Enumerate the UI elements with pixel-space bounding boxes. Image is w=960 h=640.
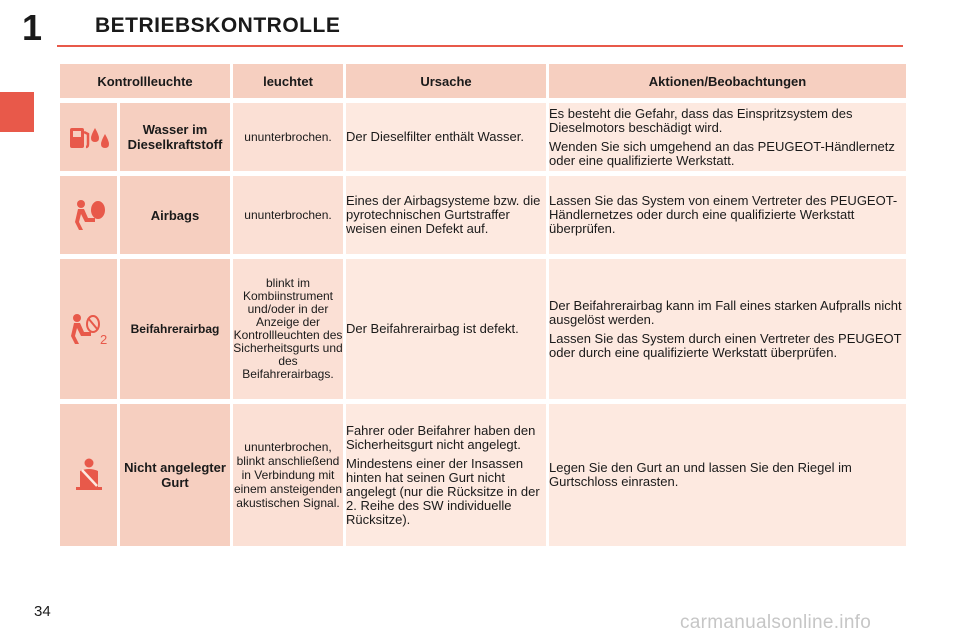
airbag-icon — [60, 176, 117, 254]
column-header-kontrollleuchte: Kontrollleuchte — [60, 64, 230, 98]
row-label: Beifahrerairbag — [120, 259, 230, 399]
title-rule — [57, 45, 903, 47]
column-header-aktionen: Aktionen/Beobachtungen — [549, 64, 906, 98]
row-cause — [346, 103, 546, 171]
row-actions — [549, 404, 906, 546]
row-state: ununterbrochen, blinkt anschließend in Verbindung mit einem ansteigenden akustischen Signal. — [233, 404, 343, 546]
row-cause — [346, 259, 546, 399]
table-row — [60, 176, 906, 254]
cause-text: Mindestens einer der Insassen hinten hat seinen Gurt nicht angelegt (nur die Rücksitze in der 2. Reihe des SW individuelle Rücksitze). — [346, 455, 540, 527]
action-text: Wenden Sie sich umgehend an das PEUGEOT-Händlernetz oder eine qualifizierte Werkstatt. — [549, 138, 895, 168]
row-state: ununterbrochen. — [233, 176, 343, 254]
action-text: Der Beifahrerairbag kann im Fall eines starken Aufpralls nicht ausgelöst werden. — [549, 297, 902, 327]
row-state: blinkt im Kombiinstrument und/oder in der Anzeige der Kontrollleuchten des Sicherheitsgurts und des Beifahrerairbags. — [233, 259, 343, 399]
chapter-side-tab — [0, 92, 34, 132]
action-text: Es besteht die Gefahr, dass das Einspritzsystem des Dieselmotors beschädigt wird. — [549, 105, 853, 135]
seatbelt-icon — [60, 404, 117, 546]
action-text: Lassen Sie das System durch einen Vertreter des PEUGEOT oder durch eine qualifizierte Werkstatt überprüfen. — [549, 330, 902, 360]
table-row — [60, 103, 906, 171]
chapter-title: BETRIEBSKONTROLLE — [95, 14, 341, 37]
watermark: carmanualsonline.info — [680, 612, 872, 633]
row-state: ununterbrochen. — [233, 103, 343, 171]
cause-text: Der Dieselfilter enthält Wasser. — [346, 129, 524, 144]
row-actions — [549, 259, 906, 399]
table-row — [60, 259, 906, 399]
cause-text: Der Beifahrerairbag ist defekt. — [346, 321, 519, 336]
action-text: Lassen Sie das System von einem Vertreter des PEUGEOT-Händlernetzes oder durch eine qualifizierte Werkstatt überprüfen. — [549, 193, 898, 236]
page-number: 34 — [34, 603, 51, 620]
column-header-ursache: Ursache — [346, 64, 546, 98]
cause-text: Fahrer oder Beifahrer haben den Sicherheitsgurt nicht angelegt. — [346, 422, 536, 452]
cause-text: Eines der Airbagsysteme bzw. die pyrotechnischen Gurtstraffer weisen einen Defekt auf. — [346, 193, 541, 236]
row-label: Nicht angelegter Gurt — [120, 404, 230, 546]
passenger-airbag-off-icon — [60, 259, 117, 399]
row-label: Airbags — [120, 176, 230, 254]
action-text: Legen Sie den Gurt an und lassen Sie den Riegel im Gurtschloss einrasten. — [549, 460, 852, 489]
fuel-water-icon — [60, 103, 117, 171]
table-row — [60, 404, 906, 546]
svg-text:2: 2 — [99, 332, 107, 346]
row-cause — [346, 404, 546, 546]
row-cause — [346, 176, 546, 254]
column-header-leuchtet: leuchtet — [233, 64, 343, 98]
row-actions — [549, 176, 906, 254]
row-actions — [549, 103, 906, 171]
warning-lights-table — [57, 64, 909, 546]
chapter-number: 1 — [22, 7, 43, 48]
row-label: Wasser im Dieselkraftstoff — [120, 103, 230, 171]
